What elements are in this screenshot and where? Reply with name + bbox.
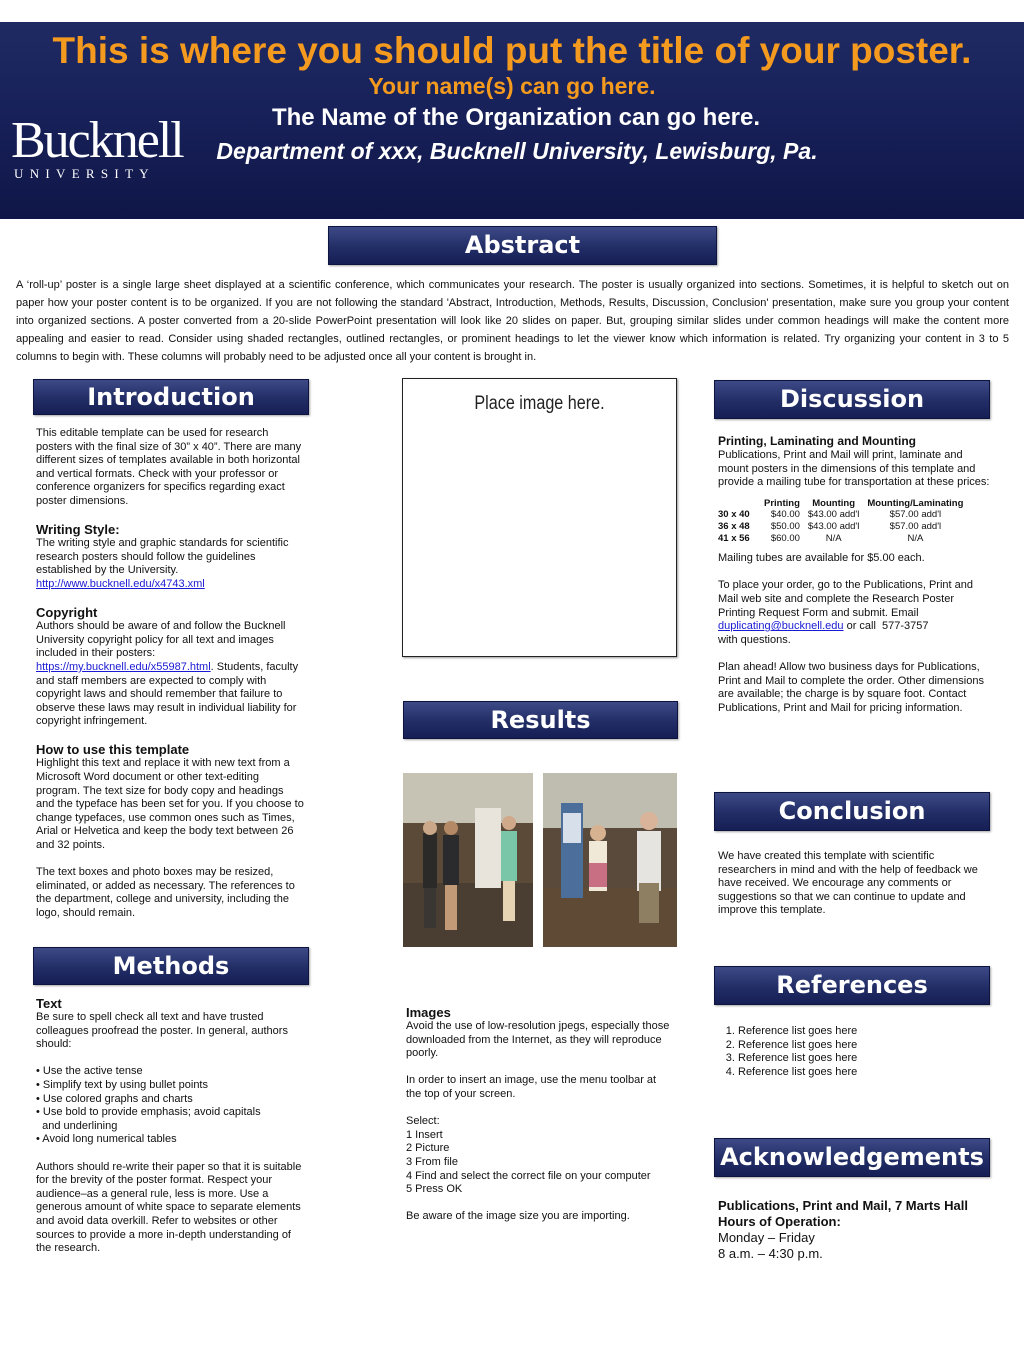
results-section <box>406 1005 672 1224</box>
reference-item: 1. Reference list goes here <box>738 1025 988 1039</box>
image-placeholder-label: Place image here. <box>474 393 605 414</box>
price-table-header-cell: Mounting/Laminating <box>867 497 964 509</box>
select-label: Select: <box>406 1115 440 1128</box>
methods-bullet: and underlining <box>36 1119 118 1132</box>
acknowledgements-section <box>718 1198 1003 1262</box>
abstract-heading: Abstract <box>328 226 717 265</box>
table-cell: $57.00 add'l <box>889 509 942 521</box>
price-table-header <box>718 498 967 510</box>
poster-session-photo <box>403 773 533 947</box>
insert-step: 4 Find and select the correct file on your computer <box>406 1169 651 1182</box>
mailing-tubes-text: Mailing tubes are available for $5.00 each. <box>718 552 925 565</box>
results-photo-1 <box>403 773 533 947</box>
ack-line-4: 8 a.m. – 4:30 p.m. <box>718 1246 823 1261</box>
copyright-text-body: Authors should be aware of and follow the Bucknell University copyright policy for all text and images included in their posters: <box>36 620 286 660</box>
methods-text-title: Text <box>36 996 62 1011</box>
image-size-note: Be aware of the image size you are importing. <box>406 1210 630 1223</box>
price-table-header-cell: Printing <box>764 497 800 509</box>
results-heading: Results <box>403 701 678 739</box>
order-call: or call 577-3757 <box>843 620 929 633</box>
writing-style-title: Writing Style: <box>36 522 120 538</box>
references-list <box>718 1025 988 1079</box>
poster-session-photo <box>543 773 677 947</box>
insert-step: 3 From file <box>406 1155 458 1168</box>
introduction-heading: Introduction <box>33 379 309 415</box>
image-placeholder[interactable] <box>402 378 677 657</box>
ack-line-2: Hours of Operation: <box>718 1214 841 1229</box>
insert-image-text: In order to insert an image, use the menu toolbar at the top of your screen. <box>406 1074 657 1100</box>
order-text: To place your order, go to the Publications, Print and Mail web site and complete the Research Poster Printing Request Form and submit. Email <box>718 579 973 619</box>
methods-heading: Methods <box>33 947 309 985</box>
table-cell: $43.00 add'l <box>807 520 860 532</box>
table-cell: $57.00 add'l <box>889 520 942 532</box>
conclusion-text: We have created this template with scientific researchers in mind and with the help of feedback we have received. We encourage any comments or suggestions so that we can continue to update and improve this template. <box>718 850 978 917</box>
printing-text: Publications, Print and Mail will print, laminate and mount posters in the dimensions of this template and provide a mailing tube for transportation at these prices: <box>718 449 990 489</box>
copyright-title: Copyright <box>36 605 98 621</box>
table-cell: $40.00 <box>770 509 800 521</box>
images-text: Avoid the use of low-resolution jpegs, especially those downloaded from the Internet, as they will reproduce poorly. <box>406 1020 670 1060</box>
results-photo-2 <box>543 773 677 947</box>
introduction-section <box>36 427 304 921</box>
organization-name: The Name of the Organization can go here. <box>271 104 761 131</box>
images-title: Images <box>406 1005 451 1020</box>
price-table <box>718 498 967 544</box>
table-cell: $43.00 add'l <box>807 509 860 521</box>
insert-step: 2 Picture <box>406 1142 450 1155</box>
printing-title: Printing, Laminating and Mounting <box>718 434 916 448</box>
price-table-header-cell <box>718 498 760 510</box>
table-cell: $60.00 <box>770 532 800 544</box>
howto-text: Highlight this text and replace it with new text from a Microsoft Word document or other text-editing program. The text size for body copy and headings and the typeface has been set for you. If you choose to change typefaces, use common ones such as Times, Arial or Helvetica and keep the body text between 26 and 32 points. <box>36 757 304 852</box>
order-email-link[interactable]: duplicating@bucknell.edu <box>718 620 844 633</box>
methods-outro: Authors should re-write their paper so that it is suitable for the brevity of the poster format. Respect your audience–as a general rule, less is more. Use a generous amount of white space to separate elements and avoid data overkill. Refer to websites or other sources to provide a more in-depth understanding of the research. <box>36 1160 302 1255</box>
table-cell: N/A <box>825 532 842 544</box>
discussion-section <box>718 434 990 715</box>
methods-bullet: • Use colored graphs and charts <box>36 1092 193 1105</box>
table-cell: 36 x 48 <box>718 520 750 532</box>
table-row <box>718 533 967 545</box>
price-table-header-cell: Mounting <box>812 497 855 509</box>
plan-ahead-text: Plan ahead! Allow two business days for Publications, Print and Mail to complete the order. Other dimensions are available; the charge is by square foot. Contact Publications, Print and Mail for pricing information. <box>718 660 984 714</box>
ack-line-3: Monday – Friday <box>718 1230 815 1245</box>
methods-bullet: • Simplify text by using bullet points <box>36 1078 208 1091</box>
poster-title: This is where you should put the title of your poster. <box>52 30 972 71</box>
methods-bullet: • Use bold to provide emphasis; avoid capitals <box>36 1106 261 1119</box>
copyright-text <box>36 620 304 729</box>
table-cell: 30 x 40 <box>718 509 750 521</box>
table-cell: 41 x 56 <box>718 532 750 544</box>
references-section <box>718 1025 988 1079</box>
table-row <box>718 509 967 521</box>
methods-bullet: • Use the active tense <box>36 1065 143 1078</box>
conclusion-heading: Conclusion <box>714 792 990 831</box>
reference-item: 3. Reference list goes here <box>738 1052 988 1066</box>
reference-item: 2. Reference list goes here <box>738 1039 988 1053</box>
table-cell: $50.00 <box>770 520 800 532</box>
copyright-text-tail: . Students, faculty and staff members are expected to comply with copyright laws and should remember that failure to observe these laws may result in individual liability for copyright infringement. <box>36 660 299 728</box>
table-cell: N/A <box>907 532 924 544</box>
insert-step: 1 Insert <box>406 1128 443 1141</box>
insert-step: 5 Press OK <box>406 1183 463 1196</box>
bucknell-logo-subtitle: UNIVERSITY <box>14 166 155 181</box>
discussion-heading: Discussion <box>714 380 990 419</box>
reference-item: 4. Reference list goes here <box>738 1066 988 1080</box>
author-names: Your name(s) can go here. <box>368 73 656 99</box>
order-contact <box>718 620 990 634</box>
introduction-text: This editable template can be used for research posters with the final size of 30” x 40”. There are many different sizes of templates available in both horizontal and vertical formats. Check with your professor or conference organizers for specifics regarding exact poster dimensions. <box>36 427 302 507</box>
order-questions: with questions. <box>718 633 791 646</box>
table-row <box>718 521 967 533</box>
writing-style-link[interactable]: http://www.bucknell.edu/x4743.xml <box>36 577 205 590</box>
methods-bullet: • Avoid long numerical tables <box>36 1133 177 1146</box>
methods-section <box>36 996 304 1256</box>
ack-line-1: Publications, Print and Mail, 7 Marts Hall <box>718 1198 968 1213</box>
references-heading: References <box>714 966 990 1005</box>
methods-intro: Be sure to spell check all text and have trusted colleagues proofread the poster. In general, authors should: <box>36 1011 288 1051</box>
copyright-link[interactable]: https://my.bucknell.edu/x55987.html <box>36 660 211 673</box>
bucknell-logo: Bucknell <box>11 112 183 169</box>
writing-style-text: The writing style and graphic standards for scientific research posters should follow the guidelines established by the University. <box>36 537 289 577</box>
department-line: Department of xxx, Bucknell University, Lewisburg, Pa. <box>216 138 818 164</box>
abstract-text: A ‘roll-up’ poster is a single large sheet displayed at a scientific conference, which communicates your research. The poster is usually organized into sections. Sometimes, it is helpful to sketch out on paper how your poster content is to be organized. If you are not following the standard 'Abstract, Introduction, Methods, Results, Discussion, Conclusion' presentation, make sure you group your content into organized sections. A poster converted from a 20-slide PowerPoint presentation will look like 20 slides on paper. But, grouping similar slides under common headings will make the content more appealing and easier to read. Consider using shaded rectangles, outlined rectangles, or prominent headings to let the viewer know which information is related. Try organizing your content in 3 to 5 columns to begin with. These columns will probably need to be adjusted once all your content is brought in. <box>16 279 1009 363</box>
acknowledgements-heading: Acknowledgements <box>714 1138 990 1177</box>
howto-text-2: The text boxes and photo boxes may be resized, eliminated, or added as necessary. The references to the department, college and university, including the logo, should remain. <box>36 866 295 919</box>
howto-title: How to use this template <box>36 742 190 758</box>
